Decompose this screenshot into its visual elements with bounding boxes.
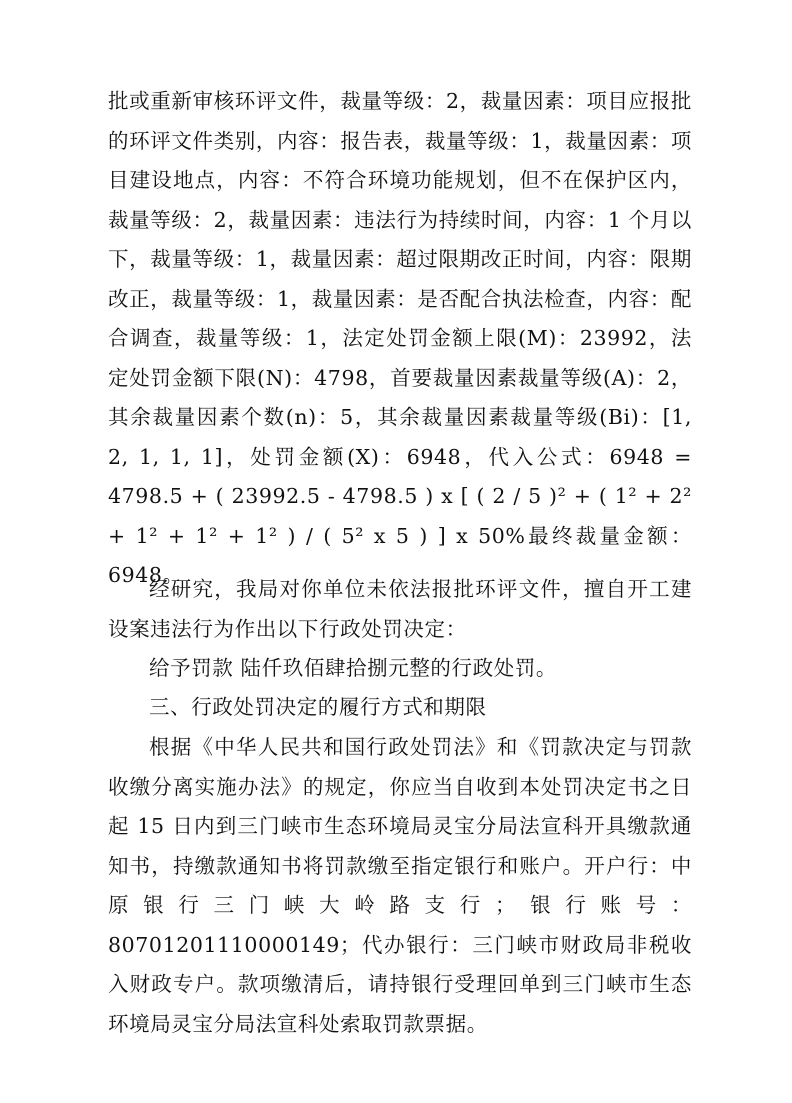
paragraph-decision-intro: 经研究，我局对你单位未依法报批环评文件，擅自开工建设案违法行为作出以下行政处罚决定： — [108, 577, 692, 641]
section-heading-performance: 三、行政处罚决定的履行方式和期限 — [149, 695, 487, 719]
paragraph-penalty-amount: 给予罚款 陆仟玖佰肆拾捌元整的行政处罚。 — [149, 656, 558, 680]
paragraph-discretion-calculation: 批或重新审核环评文件，裁量等级：2，裁量因素：项目应报批的环评文件类别，内容：报告表，裁量等级：1，裁量因素：项目建设地点，内容：不符合环境功能规划，但不在保护区内，裁量等级：2，裁量因素：违法行为持续时间，内容：1 个月以下，裁量等级：1，裁量因素：超过限期改正时间，内容：限期改正，裁量等级：1，裁量因素：是否配合执法检查，内容：配合调查，裁量等级：1，法定处罚金额上限(M)：23992，法定处罚金额下限(N)：4798，首要裁量因素裁量等级(A)：2，其余裁量因素个数(n)：5，其余裁量因素裁量等级(Bi)：[1, 2, 1, 1, 1]，处罚金额(X)：6948，代入公式：6948 = 4798.5 + ( 23992.5 - 4798.5 ) x [ ( 2 / 5 )² + ( 1² + 2² + 1² + 1² + 1² ) / ( 5² x 5 ) ] x 50%最终裁量金额：6948。 — [108, 89, 692, 587]
paragraph-payment-instructions: 根据《中华人民共和国行政处罚法》和《罚款决定与罚款收缴分离实施办法》的规定，你应当自收到本处罚决定书之日起 15 日内到三门峡市生态环境局灵宝分局法宣科开具缴款通知书，持缴款通知书将罚款缴至指定银行和账户。开户行：中原银行三门峡大岭路支行；银行账号：80701201110000149；代办银行：三门峡市财政局非税收入财政专户。款项缴清后，请持银行受理回单到三门峡市生态环境局灵宝分局法宣科处索取罚款票据。 — [108, 735, 692, 1036]
